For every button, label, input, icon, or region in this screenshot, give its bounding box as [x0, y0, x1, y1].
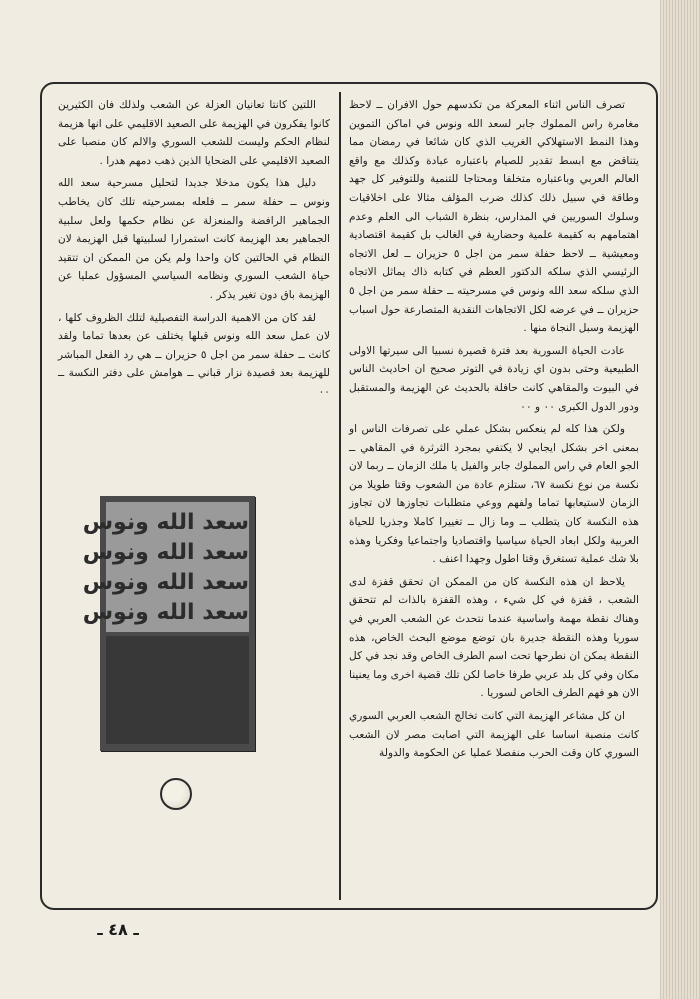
- book-cover-image: [82, 496, 255, 751]
- paragraph: تصرف الناس اثناء المعركة من تكدسهم حول الافران ــ لاحظ مغامرة راس المملوك جابر لسعد الله ونوس في اماكن التموين وهذا النمط الاستهلاكي الغريب الذي كان شائعا في رمضان مما يتناقض مع ابسط تقدير للصيام باعتباره عبادة وكذلك مع واقع العالم العربي وباعتباره متخلفا ومحتاجا للتنمية وللتوفير كل جهد وطاقة في سبيل ذلك كذلك ضرب المؤلف مثالا على اخلاقيات وسلوك السوريين في المدارس، بنظرة الشباب الى العلم وعدم اهتمامهم به كقيمة علمية وحضارية في الغالب بل كقيمة اقتصادية ومعيشية ــ لاحظ حفلة سمر من اجل ٥ حزيران ــ لعل الاتجاه الرئيسي الذي سلكه الدكتور العظم في كتابه ذاك يماثل الاتجاه الذي سلكه سعد الله ونوس في مسرحيته ــ حفلة سمر من اجل ٥ حزيران ــ في عرضه لكل الاتجاهات النقدية المتصارعة حول اسباب الهزيمة وسبل النجاة منها .: [349, 99, 640, 335]
- paragraph: ان كل مشاعر الهزيمة التي كانت تخالج الشعب العربي السوري كانت منصبة اساسا على الهزيمة التي اصابت مصر لان الشعب السوري كان وقت الحرب منفصلا عمليا عن الحكومة والدولة: [349, 710, 639, 760]
- paragraph: ولكن هذا كله لم ينعكس بشكل عملي على تصرفات الناس او بمعنى اخر بشكل ايجابي لا يكتفي بمجرد الثرثرة في المقاهي ــ الجو العام في راس المملوك جابر والفيل يا ملك الزمان ــ ربما لان نكسة من نوع نكسة ٦٧، ستلزم عادة من الشعوب وقتا طويلا من الزمان لاستيعابها تماما ولفهم ووعي متطلبات تجاوزها لان تجاوز هذه النكسة كان يتطلب ــ وما زال ــ تغييرا كاملا وجذريا للحياة العربية ولكل ابعاد الحياة سياسيا واقتصاديا واجتماعيا وفكريا وهذه بلا شك عملية تستغرق وقتا اطول وجهدا اعنف .: [349, 423, 639, 566]
- column-divider: [339, 92, 341, 900]
- paragraph: لقد كان من الاهمية الدراسة التفصيلية لتلك الظروف كلها ، لان عمل سعد الله ونوس قبلها يختلف عن بعدها تماما ولقد كانت ــ حفلة سمر من اجل ٥ حزيران ــ هي رد الفعل المباشر للهزيمة بعد قصيدة نزار قباني ــ هوامش على دفتر النكسة ــ ٠٠: [58, 311, 330, 398]
- page-edges: [660, 0, 700, 999]
- paragraph: عادت الحياة السورية بعد فترة قصيرة نسبيا الى سيرتها الاولى الطبيعية وحتى بدون اي زيادة في التوتر صحيح ان احاديث الناس في البيوت والمقاهي كانت حافلة بالحديث عن الهزيمة والمستقبل ودور الدول الكبرى ٠٠ و ٠٠: [349, 344, 639, 413]
- article-left-column: [58, 96, 330, 456]
- book-title-line: سعد الله ونوس: [82, 570, 249, 595]
- paragraph: دليل هذا يكون مدخلا جديدا لتحليل مسرحية سعد الله ونوس ــ حفلة سمر ــ فلعله بمسرحيته تلك كان يخاطب الجماهير الرافضة والمنعزلة عن نظام حكمها ولعل سلبية الجماهير بعد الهزيمة كانت استمرارا لسلبيتها قبل الهزيمة لان النظام في الحالتين كان واحدا ولم يكن من الممكن ان تتقيد حياة الشعب السوري ونظامه السياسي المسؤول عمليا عن الهزيمة باق دون تغير يذكر .: [58, 177, 330, 301]
- paragraph: يلاحظ ان هذه النكسة كان من الممكن ان تحقق قفزة لدى الشعب ، قفزة في كل شيء ، وهذه القفزة بالذات لم تتحقق وهناك نقطة مهمة واساسية عندما نتحدث عن الشعب العربي في سوريا وهذه النقطة جديرة بان توضع موضع البحث الخاص، هذه النقطة يمكن ان نطرحها تحت اسم الطرف الخاص وقد نجد في كل مكان وفي كل بلد عربي طرفا خاصا لكن تلك قضية اخرى وما يعنينا الان هو فهم الطرف الخاص لسوريا .: [349, 575, 639, 700]
- book-cover-title-area: [82, 502, 249, 632]
- paragraph: اللتين كانتا تعانيان العزلة عن الشعب ولذلك فان الكثيرين كانوا يفكرون في الهزيمة على الصعيد الاقليمي على انها هزيمة لنظام الحكم وليست للشعب السوري والالم كان منصبا على الصعيد الاقليمي على الضحايا الذين ذهب دمهم هدرا .: [58, 99, 330, 167]
- book-title-line: سعد الله ونوس: [82, 510, 249, 535]
- page-number: ـ ٤٨ ـ: [97, 920, 139, 939]
- circle-ornament: [160, 778, 192, 810]
- book-title-line: سعد الله ونوس: [82, 540, 249, 565]
- article-right-column: [349, 96, 639, 906]
- book-cover-dark-panel: [106, 636, 249, 744]
- book-title-line: سعد الله ونوس: [82, 600, 249, 625]
